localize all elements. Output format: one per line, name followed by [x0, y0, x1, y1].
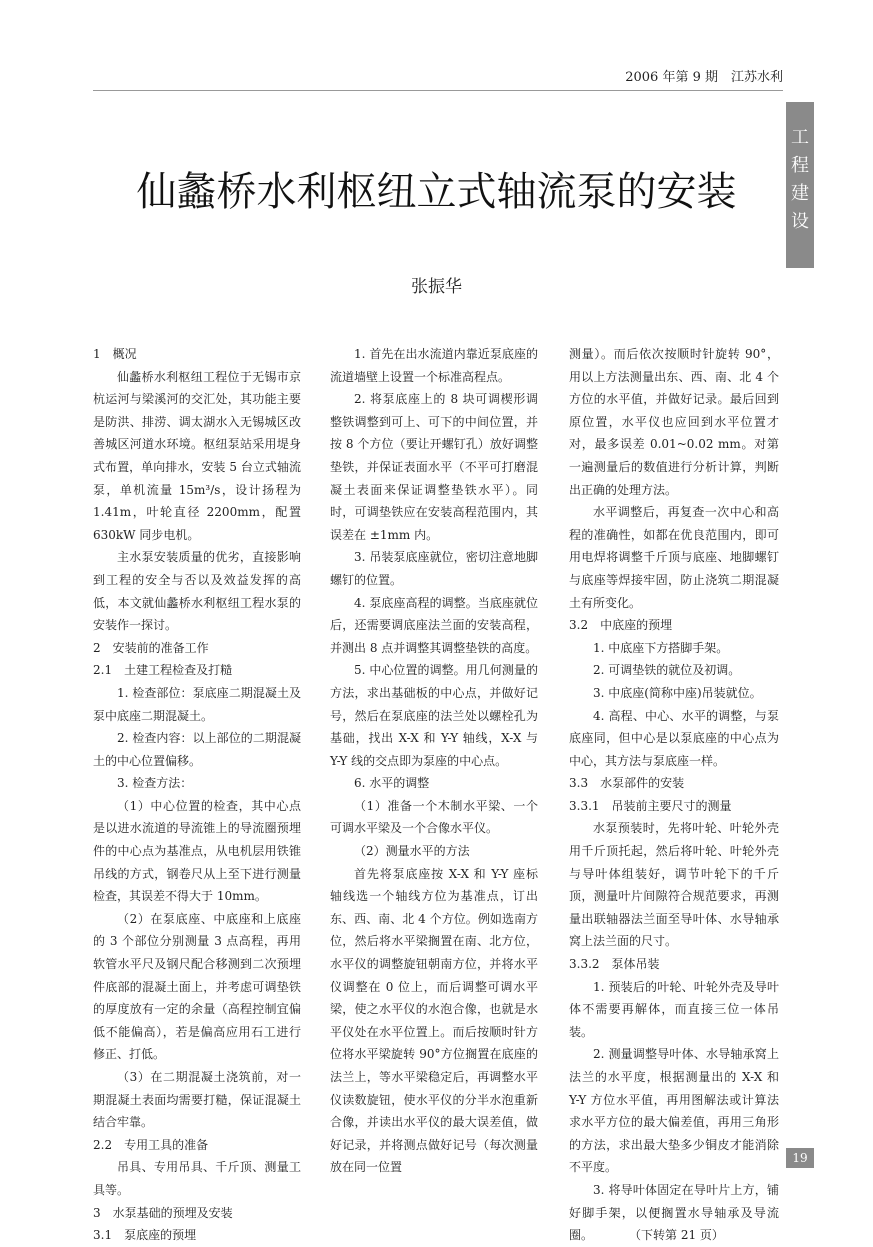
paragraph: （1）准备一个木制水平梁、一个可调水平梁及一个合像水平仪。: [330, 798, 538, 836]
subsection-heading: 3.2 中底座的预埋: [569, 618, 673, 633]
subsection-heading: 2.1 土建工程检查及打糙: [93, 663, 233, 678]
paragraph: 5. 中心位置的调整。用几何测量的方法，求出基础板的中心点，并做好记号，然后在泵底座的法兰处以螺栓孔为基础，找出 X-X 和 Y-Y 轴线，X-X 与 Y-Y 线的交点即为泵座的中心点。: [330, 663, 538, 768]
paragraph: （2）测量水平的方法: [354, 844, 470, 859]
paragraph: 3. 检查方法：: [117, 776, 193, 791]
paragraph: 仙蠡桥水利枢纽工程位于无锡市京杭运河与梁溪河的交汇处，其功能主要是防洪、排涝、调太湖水入无锡城区改善城区河道水环境。枢纽泵站采用堤身式布置，单向排水，安装 5 台立式轴流泵，单机流量 15m³/s，设计扬程为 1.41m，叶轮直径 2200mm，配置 630kW 同步电机。: [93, 369, 301, 542]
paragraph: （2）在泵底座、中底座和上底座的 3 个部位分别测量 3 点高程，再用软管水平尺及钢尺配合移测到二次预埋件底部的混凝土面上，并考虑可调垫铁的厚度放有一定的余量（高程控制宜偏低不能偏高），若是偏高应用石工进行修正、打低。: [93, 911, 301, 1062]
header-rule: [93, 90, 783, 91]
text-column-3: [569, 343, 779, 1247]
paragraph: 水平调整后，再复查一次中心和高程的准确性，如都在优良范围内，即可用电焊将调整千斤顶与底座、地脚螺钉与底座等焊接牢固，防止浇筑二期混凝土有所变化。: [569, 505, 779, 610]
section-tab-char: 工: [791, 127, 809, 148]
paragraph: （1）中心位置的检查，其中心点是以进水流道的导流锥上的导流圈预埋件的中心点为基准点，从电机层用铁锥吊线的方式，钢卷尺从上至下进行测量检查，其误差不得大于 10mm。: [93, 798, 301, 904]
paragraph: 吊具、专用吊具、千斤顶、测量工具等。: [93, 1160, 301, 1197]
paragraph: 1. 检查部位：泵底座二期混凝土及泵中底座二期混凝土。: [93, 685, 301, 723]
subsection-heading: 2.2 专用工具的准备: [93, 1137, 209, 1152]
paragraph: 2. 测量调整导叶体、水导轴承窝上法兰的水平度，根据测量出的 X-X 和 Y-Y 方位水平值，再用图解法或计算法求水平方位的最大偏差值，再用三角形的方法，求出最大垫多少铜皮才能消除不平度。: [569, 1047, 779, 1175]
paragraph: 1. 预装后的叶轮、叶轮外壳及导叶体不需要再解体，而直接三位一体吊装。: [569, 979, 779, 1039]
paragraph: 首先将泵底座按 X-X 和 Y-Y 座标轴线选一个轴线方位为基准点，订出东、西、南、北 4 个方位。例如选南方位，然后将水平梁搁置在南、北方位，水平仪的调整旋钮朝南方位，并将水平仪调整在 0 位上，而后调整可调水平梁，使之水平仪的水泡合像，也就是水平仪处在水平位置上。而后按顺时针方位将水平梁旋转 90°方位搁置在底座的法兰上，等水平梁稳定后，再调整水平仪读数旋钮，使水平仪的分半水泡重新合像，并读出水平仪的最大误差值，做好记录，并将测点做好记号（每次测量放在同一位置: [330, 866, 538, 1175]
text-column-2: [330, 343, 538, 1179]
journal-issue-header: 2006 年第 9 期 江苏水利: [625, 70, 783, 85]
paragraph: 3. 将导叶体固定在导叶片上方，铺好脚手架，以便搁置水导轴承及导流圈。 （下转第 21 页）: [569, 1182, 779, 1243]
article-title: 仙蠡桥水利枢纽立式轴流泵的安装: [136, 169, 737, 215]
page-number: 19: [786, 1148, 814, 1168]
paragraph: 1. 首先在出水流道内靠近泵底座的流道墙壁上设置一个标准高程点。: [330, 347, 538, 384]
paragraph: 3. 吊装泵底座就位，密切注意地脚螺钉的位置。: [330, 550, 538, 587]
paragraph: 2. 可调垫铁的就位及初调。: [593, 663, 741, 678]
section-tab-char: 设: [791, 211, 809, 232]
paragraph: 水泵预装时，先将叶轮、叶轮外壳用千斤顶托起，然后将叶轮、叶轮外壳与导叶体组装好，调节叶轮下的千斤顶，测量叶片间隙符合规范要求，再测量出联轴器法兰面至导叶体、水导轴承窝上法兰面的尺寸。: [569, 821, 779, 949]
subsection-heading: 3.3 水泵部件的安装: [569, 776, 685, 791]
section-tab-char: 程: [791, 155, 809, 176]
section-heading: 1 概况: [93, 347, 137, 361]
subsection-heading: 3.1 泵底座的预埋: [93, 1228, 197, 1243]
paragraph: 2. 将泵底座上的 8 块可调楔形调整铁调整到可上、可下的中间位置，并按 8 个方位（要让开螺钉孔）放好调整垫铁，并保证表面水平（不平可打磨混凝土表面来保证调整垫铁水平）。同时，可调垫铁应在安装高程范围内，其误差在 ±1mm 内。: [330, 392, 538, 542]
section-tab-char: 建: [791, 183, 809, 204]
subsection-heading: 3.3.2 泵体吊装: [569, 957, 660, 972]
paragraph: （3）在二期混凝土浇筑前，对一期混凝土表面均需要打糙，保证混凝土结合牢靠。: [93, 1070, 301, 1130]
paragraph: 4. 高程、中心、水平的调整，与泵底座同，但中心是以泵底座的中心点为中心，其方法与泵底座一样。: [569, 708, 779, 768]
paragraph: 2. 检查内容：以上部位的二期混凝土的中心位置偏移。: [93, 731, 301, 768]
paragraph: 3. 中底座(简称中座)吊装就位。: [593, 685, 762, 700]
paragraph: 4. 泵底座高程的调整。当底座就位后，还需要调底座法兰面的安装高程，并测出 8 点并调整其调整垫铁的高度。: [330, 595, 538, 655]
paragraph: 1. 中底座下方搭脚手架。: [593, 640, 729, 655]
subsection-heading: 3.3.1 吊装前主要尺寸的测量: [569, 798, 732, 813]
paragraph: 测量）。而后依次按顺时针旋转 90°，用以上方法测量出东、西、南、北 4 个方位的水平值，并做好记录。最后回到原位置，水平仪也应回到水平位置才对，最多误差 0.01~0.02 mm。对第一遍测量后的数值进行分析计算，判断出正确的处理方法。: [569, 347, 779, 497]
section-heading: 2 安装前的准备工作: [93, 640, 209, 655]
article-author: 张振华: [411, 277, 462, 297]
text-column-1: [93, 343, 301, 1247]
section-heading: 3 水泵基础的预埋及安装: [93, 1205, 233, 1220]
paragraph: 6. 水平的调整: [354, 776, 430, 791]
paragraph: 主水泵安装质量的优劣，直接影响到工程的安全与否以及效益发挥的高低，本文就仙蠡桥水利枢纽工程水泵的安装作一探讨。: [93, 550, 301, 633]
